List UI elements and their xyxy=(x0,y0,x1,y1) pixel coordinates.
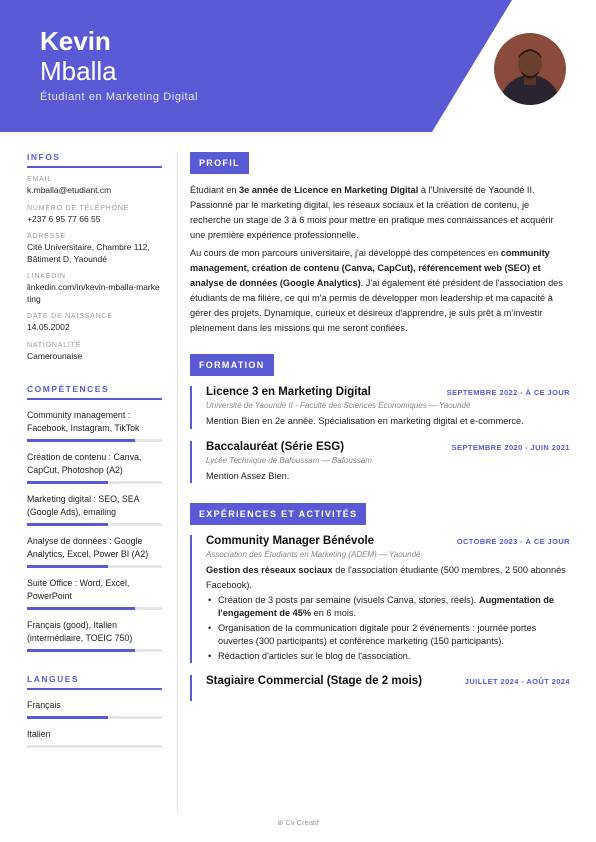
info-linkedin xyxy=(27,273,162,305)
entry-title: Stagiaire Commercial (Stage de 2 mois) xyxy=(206,675,423,687)
entry-title: Community Manager Bénévole xyxy=(206,535,375,547)
skill-item xyxy=(27,535,162,568)
skills-section-title: COMPÉTENCES xyxy=(27,384,162,400)
sidebar xyxy=(27,152,162,748)
languages-list xyxy=(27,699,162,748)
experience-section-title: EXPÉRIENCES ET ACTIVITÉS xyxy=(190,503,366,525)
info-label: EMAIL xyxy=(27,176,53,183)
skill-level-bar xyxy=(27,439,162,442)
skill-name: Community management : Facebook, Instagram, TikTok xyxy=(27,410,140,433)
column-divider xyxy=(177,153,178,813)
entry-institution: Lycée Technique de Bafoussam — Bafoussam xyxy=(206,455,372,465)
linkedin-value: linkedin.com/in/kevin-mballa-marketing xyxy=(27,282,160,304)
info-nationality xyxy=(27,342,162,363)
bullet-item: • Création de 3 posts par semaine (visuels Canva, stories, réels). Augmentation de l'engagement de 45% en 6 mois. xyxy=(206,594,570,620)
skill-level-bar xyxy=(27,481,162,484)
info-label: ADRESSE xyxy=(27,233,67,240)
skill-level-bar xyxy=(27,607,162,610)
profile-section-title: PROFIL xyxy=(190,152,249,174)
entry-date: JUILLET 2024 - AOÛT 2024 xyxy=(464,677,570,686)
entry-organization: Association des Étudiants en Marketing (ADEM) — Yaoundé xyxy=(206,550,421,559)
skill-level-fill xyxy=(27,649,135,652)
skills-list xyxy=(27,409,162,652)
phone-value: +237 6 95 77 66 55 xyxy=(27,213,101,224)
language-level-fill xyxy=(27,716,108,719)
skill-level-bar xyxy=(27,523,162,526)
skill-level-fill xyxy=(27,439,135,442)
entry-description: Mention Assez Bien. xyxy=(206,470,290,481)
skill-level-fill xyxy=(27,565,108,568)
bullet-item: • Organisation de la communication digitale pour 2 événements : journée portes ouvertes (300 participants) et conférence marketing (150 participants). xyxy=(206,622,570,648)
education-entry xyxy=(190,386,570,429)
skill-item xyxy=(27,409,162,442)
skill-name: Analyse de données : Google Analytics, Excel, Power BI (A2) xyxy=(27,536,149,559)
profile-paragraph-2: Au cours de mon parcours universitaire, j'ai développé des compétences en community management, création de contenu (Canva, CapCut), référencement web (SEO) et analyse de données (Google Analytics). J'ai également été président de l'association des étudiants de ma filière, ce qui m'a permis de développer mon leadership et ma capacité à gérer des projets. Dynamique, curieux et désireux d'apprendre, je suis prêt à m'investir pleinement dans les missions qui me seront confiées. xyxy=(190,248,563,333)
entry-description: Gestion des réseaux sociaux de l'association étudiante (500 membres, 2 500 abonnés Facebook). xyxy=(206,565,566,590)
info-phone xyxy=(27,205,162,226)
info-address xyxy=(27,233,162,265)
birthdate-value: 14.05.2002 xyxy=(27,322,70,332)
entry-description: Mention Bien en 2e année. Spécialisation en marketing digital et e-commerce. xyxy=(206,416,524,426)
skill-level-bar xyxy=(27,565,162,568)
profile-paragraph-1: Étudiant en 3e année de Licence en Marketing Digital à l'Université de Yaoundé II. Passionné par le marketing digital, les réseaux sociaux et la création de contenu, je recherche un stage de 3 à 6 mois pour mettre en pratique mes connaissances et acquérir une première expérience professionnelle. xyxy=(190,185,554,240)
address-value: Cité Universitaire, Chambre 112, Bâtiment D, Yaoundé xyxy=(27,242,150,264)
skill-level-fill xyxy=(27,523,108,526)
language-item xyxy=(27,728,162,748)
entry-title: Baccalauréat (Série ESG) xyxy=(206,440,345,453)
experience-entry xyxy=(190,535,570,663)
info-label: DATE DE NAISSANCE xyxy=(27,313,113,320)
skill-level-fill xyxy=(27,607,135,610)
info-email xyxy=(27,176,162,197)
main-content xyxy=(190,152,570,701)
entry-date: SEPTEMBRE 2022 - À CE JOUR xyxy=(446,388,570,397)
skill-item xyxy=(27,577,162,610)
info-label: NUMÉRO DE TÉLÉPHONE xyxy=(27,204,130,212)
languages-section-title: LANGUES xyxy=(27,674,162,690)
language-level-bar xyxy=(27,716,162,719)
skill-item xyxy=(27,493,162,526)
skill-name: Marketing digital : SEO, SEA (Google Ads), emailing xyxy=(27,494,139,517)
language-level-bar xyxy=(27,745,162,748)
skill-name: Création de contenu : Canva, CapCut, Photoshop (A2) xyxy=(27,452,142,475)
footer-credit: ⊛ Cv Creatif xyxy=(277,818,319,827)
skill-item xyxy=(27,451,162,484)
skill-name: Français (good), Italien (intermédiaire, TOEIC 750) xyxy=(27,620,133,643)
entry-title: Licence 3 en Marketing Digital xyxy=(206,386,371,398)
entry-date: OCTOBRE 2023 - À CE JOUR xyxy=(456,537,570,546)
last-name: Mballa xyxy=(40,56,117,86)
info-birthdate xyxy=(27,313,162,334)
job-title: Étudiant en Marketing Digital xyxy=(40,91,199,103)
avatar xyxy=(494,33,566,105)
info-label: LINKEDIN xyxy=(27,273,66,280)
education-entry xyxy=(190,441,570,484)
bullet-item: • Rédaction d'articles sur le blog de l'association. xyxy=(206,650,570,663)
info-label: NATIONALITÉ xyxy=(27,341,82,349)
entry-bullets xyxy=(206,594,570,663)
skill-item xyxy=(27,619,162,652)
language-name: Français xyxy=(27,700,61,710)
header-banner xyxy=(0,0,596,132)
skill-name: Suite Office : Word, Excel, PowerPoint xyxy=(27,578,130,601)
experience-entry xyxy=(190,675,570,701)
entry-institution: Université de Yaoundé II - Faculté des Sciences Économiques — Yaoundé xyxy=(206,401,471,410)
skill-level-bar xyxy=(27,649,162,652)
first-name: Kevin xyxy=(40,26,111,56)
skill-level-fill xyxy=(27,481,108,484)
entry-date: SEPTEMBRE 2020 - JUIN 2021 xyxy=(451,442,570,452)
language-item xyxy=(27,699,162,719)
email-value: k.mballa@etudiant.cm xyxy=(27,185,112,195)
nationality-value: Camerounaise xyxy=(27,350,83,361)
education-section-title: FORMATION xyxy=(190,354,274,376)
info-section-title: INFOS xyxy=(27,152,162,168)
language-name: Italien xyxy=(27,729,51,739)
